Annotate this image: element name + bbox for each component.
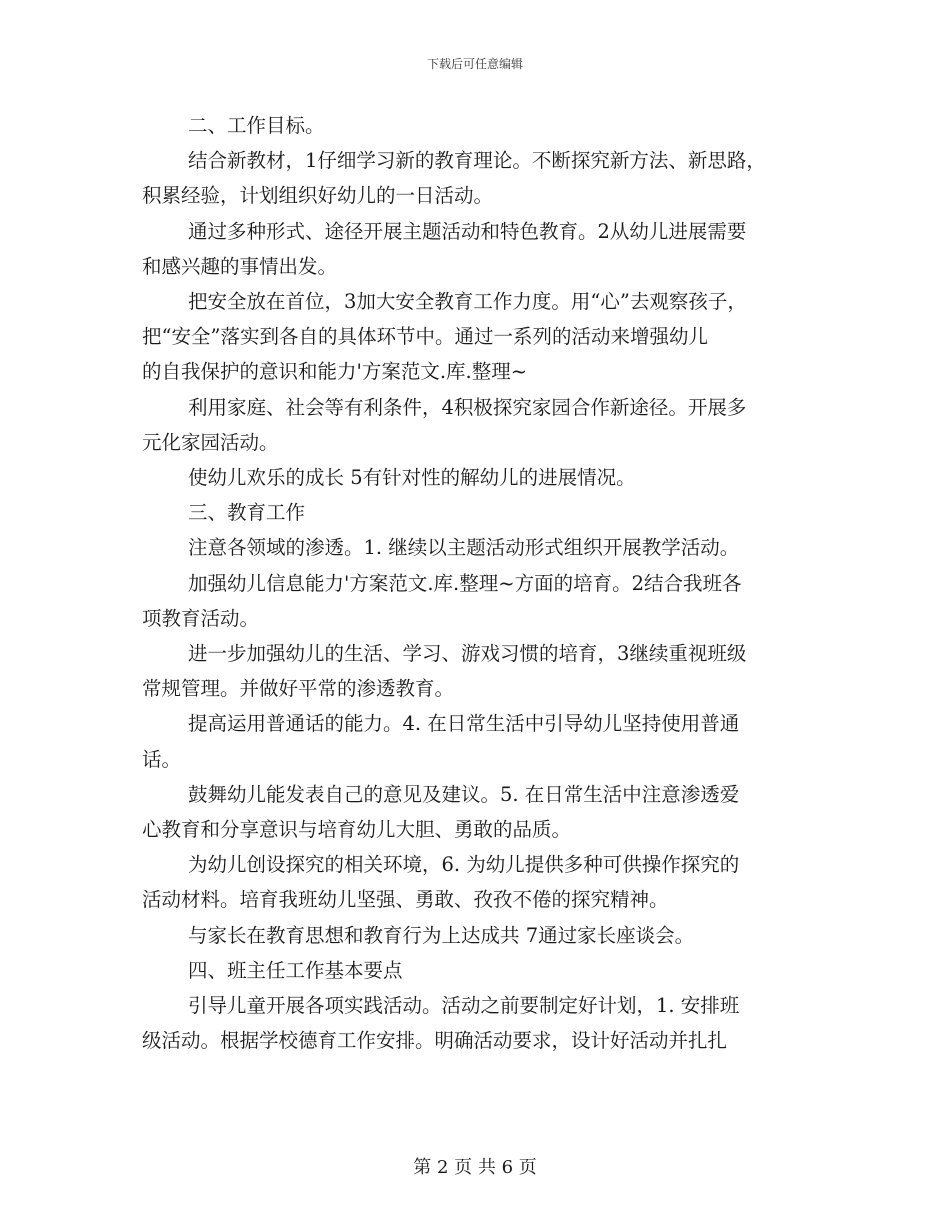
paragraph-line: 积累经验，计划组织好幼儿的一日活动。 (142, 184, 494, 208)
paragraph (142, 390, 832, 460)
paragraph-line: 元化家园活动。 (142, 430, 279, 454)
paragraph (142, 847, 832, 917)
paragraph (142, 777, 832, 847)
paragraph-line: 项教育活动。 (142, 606, 260, 630)
paragraph-line: 级活动。根据学校德育工作安排。明确活动要求，设计好活动并扎扎 (142, 1029, 728, 1053)
paragraph (142, 143, 832, 213)
paragraph (142, 108, 832, 143)
paragraph-line: 的自我保护的意识和能力'方案范文.库.整理~ (142, 360, 528, 384)
paragraph (142, 460, 832, 495)
paragraph (142, 706, 832, 776)
paragraph (142, 214, 832, 284)
paragraph-line: 与家长在教育思想和教育行为上达成共 7通过家长座谈会。 (188, 923, 695, 947)
paragraph-list (142, 108, 832, 1058)
page-header: 下载后可任意编辑 (426, 57, 523, 71)
paragraph-line: 提高运用普通话的能力。4. 在日常生活中引导幼儿坚持使用普通 (188, 712, 740, 736)
paragraph-line: 为幼儿创设探究的相关环境，6. 为幼儿提供多种可供操作探究的 (188, 853, 740, 877)
paragraph-line: 和感兴趣的事情出发。 (142, 254, 338, 278)
paragraph-line: 常规管理。并做好平常的渗透教育。 (142, 677, 455, 701)
paragraph (142, 284, 832, 390)
paragraph-line: 话。 (142, 747, 182, 771)
paragraph (142, 530, 832, 565)
paragraph-line: 进一步加强幼儿的生活、学习、游戏习惯的培育，3继续重视班级 (188, 642, 747, 666)
paragraph-line: 结合新教材，1仔细学习新的教育理论。不断探究新方法、新思路， (188, 149, 766, 173)
paragraph-line: 引导儿童开展各项实践活动。活动之前要制定好计划，1. 安排班 (188, 994, 740, 1018)
paragraph-line: 把安全放在首位，3加大安全教育工作力度。用“心”去观察孩子， (188, 290, 747, 314)
paragraph-line: 三、教育工作 (188, 501, 306, 525)
paragraph-line: 注意各领域的渗透。1. 继续以主题活动形式组织开展教学活动。 (188, 536, 740, 560)
paragraph (142, 495, 832, 530)
document-body (142, 108, 832, 1058)
paragraph-line: 把“安全”落实到各自的具体环节中。通过一系列的活动来增强幼儿 (142, 325, 708, 349)
paragraph-line: 四、班主任工作基本要点 (188, 958, 403, 982)
paragraph-line: 鼓舞幼儿能发表自己的意见及建议。5. 在日常生活中注意渗透爱 (188, 782, 740, 806)
paragraph-line: 活动材料。培育我班幼儿坚强、勇敢、孜孜不倦的探究精神。 (142, 888, 669, 912)
paragraph-line: 心教育和分享意识与培育幼儿大胆、勇敢的品质。 (142, 818, 572, 842)
page-footer: 第 2 页 共 6 页 (413, 1157, 537, 1178)
paragraph-line: 使幼儿欢乐的成长 5有针对性的解幼儿的进展情况。 (188, 466, 636, 490)
paragraph-line: 通过多种形式、途径开展主题活动和特色教育。2从幼儿进展需要 (188, 219, 747, 243)
paragraph-line: 加强幼儿信息能力'方案范文.库.整理~方面的培育。2结合我班各 (188, 571, 742, 595)
paragraph (142, 918, 832, 953)
paragraph (142, 988, 832, 1058)
paragraph-line: 二、工作目标。 (188, 114, 325, 137)
paragraph (142, 636, 832, 706)
paragraph-line: 利用家庭、社会等有利条件，4积极探究家园合作新途径。开展多 (188, 395, 747, 419)
paragraph (142, 566, 832, 636)
paragraph (142, 953, 832, 988)
